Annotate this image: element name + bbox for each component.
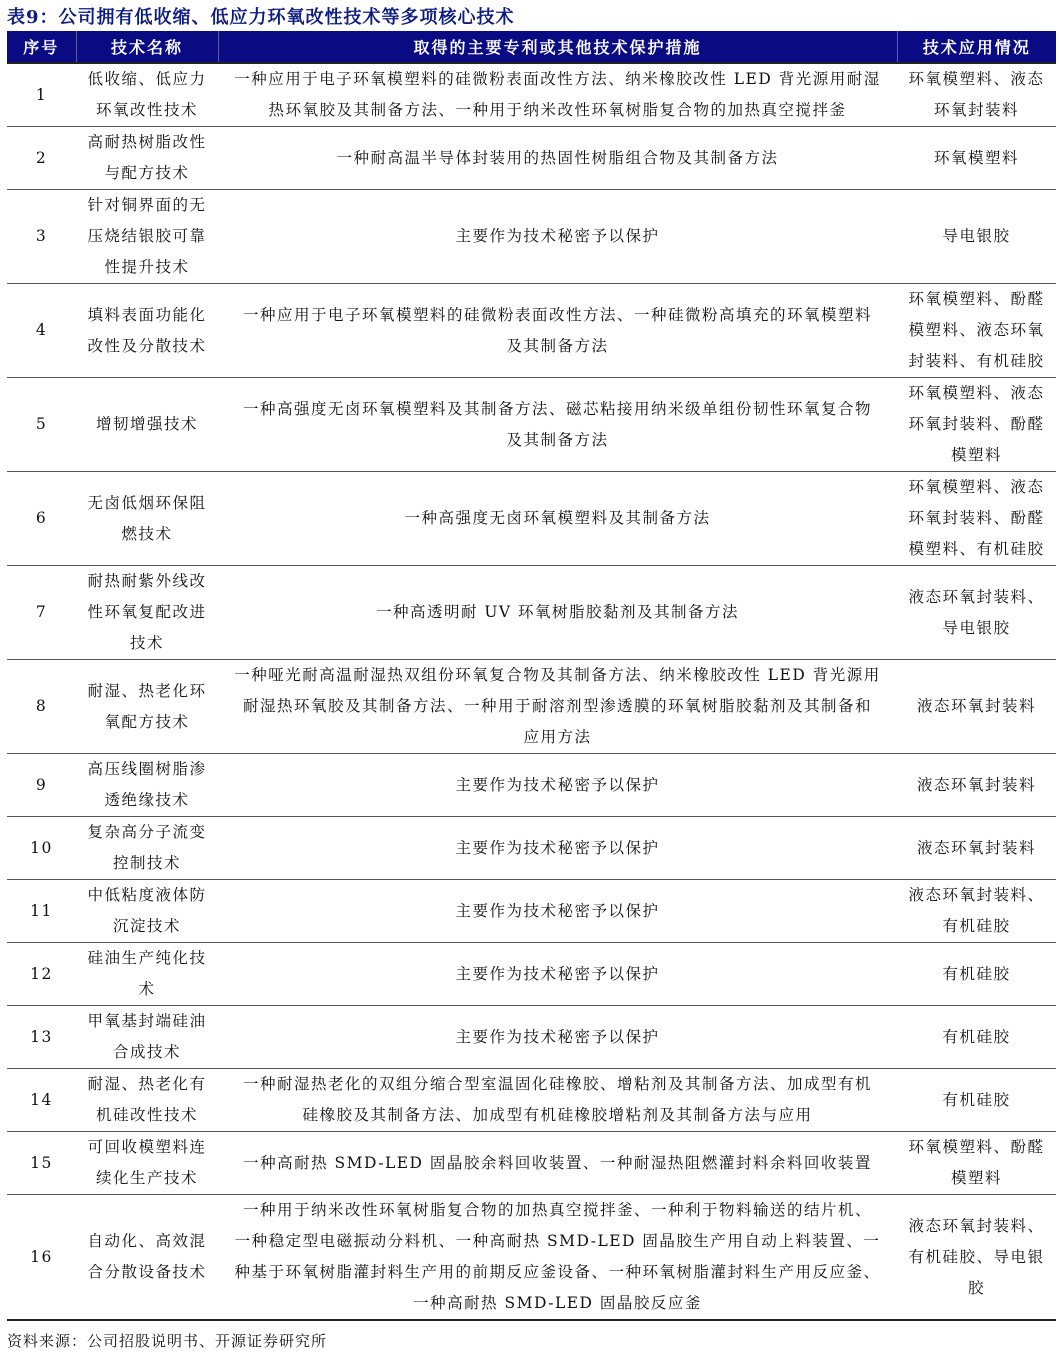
table-row [7, 817, 1056, 880]
application-cell: 液态环氧封装料、 有机硅胶 [897, 880, 1056, 943]
table-row [7, 378, 1056, 472]
application-cell: 环氧模塑料、液态 环氧封装料、酚醛 模塑料、有机硅胶 [897, 472, 1056, 566]
row-number-cell: 11 [7, 880, 76, 943]
header-tech-name: 技术名称 [76, 31, 218, 63]
application-cell: 液态环氧封装料 [897, 660, 1056, 754]
tech-name-cell: 中低粘度液体防 沉淀技术 [76, 880, 218, 943]
tech-name-cell: 高耐热树脂改性 与配方技术 [76, 127, 218, 190]
row-number-cell: 7 [7, 566, 76, 660]
table-row [7, 1132, 1056, 1195]
tech-name-cell: 自动化、高效混 合分散设备技术 [76, 1195, 218, 1321]
table-row [7, 1069, 1056, 1132]
table-row [7, 943, 1056, 1006]
table-row [7, 1006, 1056, 1069]
application-cell: 液态环氧封装料 [897, 817, 1056, 880]
application-cell: 环氧模塑料 [897, 127, 1056, 190]
tech-name-cell: 无卤低烟环保阻 燃技术 [76, 472, 218, 566]
row-number-cell: 5 [7, 378, 76, 472]
table-row [7, 566, 1056, 660]
table-row [7, 472, 1056, 566]
header-application: 技术应用情况 [897, 31, 1056, 63]
tech-name-cell: 可回收模塑料连 续化生产技术 [76, 1132, 218, 1195]
row-number-cell: 4 [7, 284, 76, 378]
application-cell: 环氧模塑料、液态 环氧封装料 [897, 63, 1056, 127]
row-number-cell: 6 [7, 472, 76, 566]
protection-measures-cell: 一种哑光耐高温耐湿热双组份环氧复合物及其制备方法、纳米橡胶改性 LED 背光源用 耐湿热环氧胶及其制备方法、一种用于耐溶剂型渗透膜的环氧树脂胶黏剂及其制备和 应用方法 [218, 660, 897, 754]
protection-measures-cell: 一种用于纳米改性环氧树脂复合物的加热真空搅拌釜、一种利于物料输送的结片机、 一种稳定型电磁振动分料机、一种高耐热 SMD-LED 固晶胶生产用自动上料装置、一 种基于环氧树脂灌封料生产用的前期反应釜设备、一种环氧树脂灌封料生产用反应釜、 一种高耐热 SMD-LED 固晶胶反应釜 [218, 1195, 897, 1321]
tech-name-cell: 高压线圈树脂渗 透绝缘技术 [76, 754, 218, 817]
row-number-cell: 12 [7, 943, 76, 1006]
row-number-cell: 2 [7, 127, 76, 190]
protection-measures-cell: 一种高透明耐 UV 环氧树脂胶黏剂及其制备方法 [218, 566, 897, 660]
row-number-cell: 16 [7, 1195, 76, 1321]
tech-name-cell: 填料表面功能化 改性及分散技术 [76, 284, 218, 378]
tech-name-cell: 针对铜界面的无 压烧结银胶可靠 性提升技术 [76, 190, 218, 284]
tech-name-cell: 耐湿、热老化有 机硅改性技术 [76, 1069, 218, 1132]
tech-name-cell: 硅油生产纯化技 术 [76, 943, 218, 1006]
row-number-cell: 10 [7, 817, 76, 880]
row-number-cell: 14 [7, 1069, 76, 1132]
application-cell: 环氧模塑料、酚醛 模塑料、液态环氧 封装料、有机硅胶 [897, 284, 1056, 378]
row-number-cell: 8 [7, 660, 76, 754]
protection-measures-cell: 主要作为技术秘密予以保护 [218, 754, 897, 817]
application-cell: 导电银胶 [897, 190, 1056, 284]
application-cell: 有机硅胶 [897, 943, 1056, 1006]
application-cell: 环氧模塑料、液态 环氧封装料、酚醛 模塑料 [897, 378, 1056, 472]
protection-measures-cell: 一种高耐热 SMD-LED 固晶胶余料回收装置、一种耐湿热阻燃灌封料余料回收装置 [218, 1132, 897, 1195]
table-title: 表9：公司拥有低收缩、低应力环氧改性技术等多项核心技术 [7, 7, 515, 28]
protection-measures-cell: 主要作为技术秘密予以保护 [218, 817, 897, 880]
protection-measures-cell: 一种高强度无卤环氧模塑料及其制备方法、磁芯粘接用纳米级单组份韧性环氧复合物 及其制备方法 [218, 378, 897, 472]
application-cell: 环氧模塑料、酚醛 模塑料 [897, 1132, 1056, 1195]
application-cell: 液态环氧封装料、 有机硅胶、导电银 胶 [897, 1195, 1056, 1321]
source-note: 资料来源：公司招股说明书、开源证券研究所 [7, 1332, 328, 1350]
tech-name-cell: 甲氧基封端硅油 合成技术 [76, 1006, 218, 1069]
tech-name-cell: 复杂高分子流变 控制技术 [76, 817, 218, 880]
row-number-cell: 13 [7, 1006, 76, 1069]
table-header-row [7, 31, 1056, 63]
protection-measures-cell: 主要作为技术秘密予以保护 [218, 1006, 897, 1069]
header-protection-measures: 取得的主要专利或其他技术保护措施 [218, 31, 897, 63]
tech-name-cell: 耐热耐紫外线改 性环氧复配改进 技术 [76, 566, 218, 660]
protection-measures-cell: 主要作为技术秘密予以保护 [218, 190, 897, 284]
protection-measures-cell: 一种高强度无卤环氧模塑料及其制备方法 [218, 472, 897, 566]
tech-name-cell: 耐湿、热老化环 氧配方技术 [76, 660, 218, 754]
protection-measures-cell: 一种耐湿热老化的双组分缩合型室温固化硅橡胶、增粘剂及其制备方法、加成型有机 硅橡胶及其制备方法、加成型有机硅橡胶增粘剂及其制备方法与应用 [218, 1069, 897, 1132]
protection-measures-cell: 一种应用于电子环氧模塑料的硅微粉表面改性方法、一种硅微粉高填充的环氧模塑料 及其制备方法 [218, 284, 897, 378]
application-cell: 液态环氧封装料、 导电银胶 [897, 566, 1056, 660]
application-cell: 有机硅胶 [897, 1069, 1056, 1132]
application-cell: 液态环氧封装料 [897, 754, 1056, 817]
header-no: 序号 [7, 31, 76, 63]
row-number-cell: 3 [7, 190, 76, 284]
row-number-cell: 15 [7, 1132, 76, 1195]
application-cell: 有机硅胶 [897, 1006, 1056, 1069]
table-row [7, 63, 1056, 127]
table-row [7, 754, 1056, 817]
row-number-cell: 9 [7, 754, 76, 817]
protection-measures-cell: 主要作为技术秘密予以保护 [218, 880, 897, 943]
protection-measures-cell: 主要作为技术秘密予以保护 [218, 943, 897, 1006]
table-row [7, 660, 1056, 754]
protection-measures-cell: 一种应用于电子环氧模塑料的硅微粉表面改性方法、纳米橡胶改性 LED 背光源用耐湿 热环氧胶及其制备方法、一种用于纳米改性环氧树脂复合物的加热真空搅拌釜 [218, 63, 897, 127]
table-row [7, 127, 1056, 190]
core-technology-table [7, 31, 1056, 1321]
table-row [7, 284, 1056, 378]
tech-name-cell: 增韧增强技术 [76, 378, 218, 472]
table-row [7, 1195, 1056, 1321]
protection-measures-cell: 一种耐高温半导体封装用的热固性树脂组合物及其制备方法 [218, 127, 897, 190]
table-row [7, 880, 1056, 943]
tech-name-cell: 低收缩、低应力 环氧改性技术 [76, 63, 218, 127]
table-row [7, 190, 1056, 284]
row-number-cell: 1 [7, 63, 76, 127]
